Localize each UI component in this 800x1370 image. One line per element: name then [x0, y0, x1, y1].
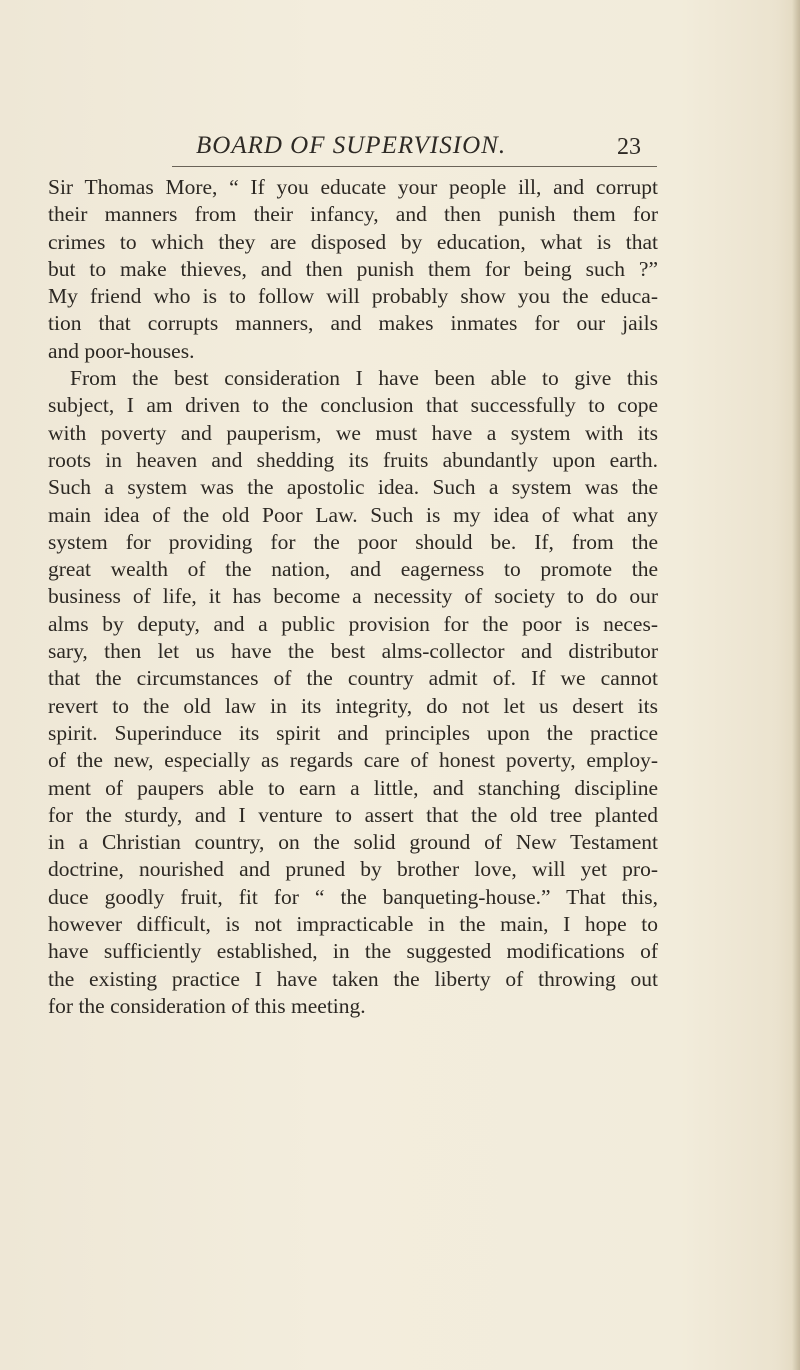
text-line: the existing practice I have taken the liberty of throwing out [48, 966, 658, 991]
text-line: for the consideration of this meeting. [48, 993, 366, 1018]
body-text [48, 174, 658, 1020]
header-rule [172, 166, 657, 167]
running-head: BOARD OF SUPERVISION. [196, 132, 507, 159]
text-line: however difficult, is not impracticable in the main, I hope to [48, 912, 658, 937]
text-line: doctrine, nourished and pruned by brother love, will yet pro- [48, 857, 658, 882]
text-line: spirit. Superinduce its spirit and principles upon the practice [48, 720, 658, 745]
text-line: My friend who is to follow will probably show you the educa- [48, 284, 658, 309]
text-line: for the sturdy, and I venture to assert that the old tree planted [48, 802, 658, 827]
text-line: but to make thieves, and then punish them for being such ?” [48, 256, 658, 281]
text-line: revert to the old law in its integrity, do not let us desert its [48, 693, 658, 718]
text-line: subject, I am driven to the conclusion that successfully to cope [48, 393, 658, 418]
text-line: that the circumstances of the country admit of. If we cannot [48, 666, 658, 691]
page-edge-shadow [792, 0, 800, 1370]
text-line: Sir Thomas More, “ If you educate your people ill, and corrupt [48, 175, 658, 199]
text-line: roots in heaven and shedding its fruits abundantly upon earth. [48, 447, 658, 472]
text-line: of the new, especially as regards care of honest poverty, employ- [48, 748, 658, 773]
text-line: their manners from their infancy, and then punish them for [48, 202, 658, 227]
text-line: and poor-houses. [48, 338, 195, 363]
text-line: system for providing for the poor should be. If, from the [48, 529, 658, 554]
text-line: main idea of the old Poor Law. Such is my idea of what any [48, 502, 658, 527]
page-header [0, 124, 800, 164]
text-line: From the best consideration I have been able to give this [70, 366, 658, 391]
text-line: tion that corrupts manners, and makes inmates for our jails [48, 311, 658, 336]
text-line: have sufficiently established, in the suggested modifications of [48, 939, 658, 964]
text-line: duce goodly fruit, fit for “ the banqueting-house.” That this, [48, 884, 658, 909]
text-line: in a Christian country, on the solid ground of New Testament [48, 830, 658, 855]
text-line: sary, then let us have the best alms-collector and distributor [48, 639, 658, 664]
page-number: 23 [617, 134, 641, 160]
text-line: business of life, it has become a necessity of society to do our [48, 584, 658, 609]
text-line: alms by deputy, and a public provision for the poor is neces- [48, 611, 658, 636]
text-line: Such a system was the apostolic idea. Such a system was the [48, 475, 658, 500]
text-line: great wealth of the nation, and eagerness to promote the [48, 557, 658, 582]
text-line: with poverty and pauperism, we must have a system with its [48, 420, 658, 445]
text-line: crimes to which they are disposed by education, what is that [48, 229, 658, 254]
text-line: ment of paupers able to earn a little, and stanching discipline [48, 775, 658, 800]
